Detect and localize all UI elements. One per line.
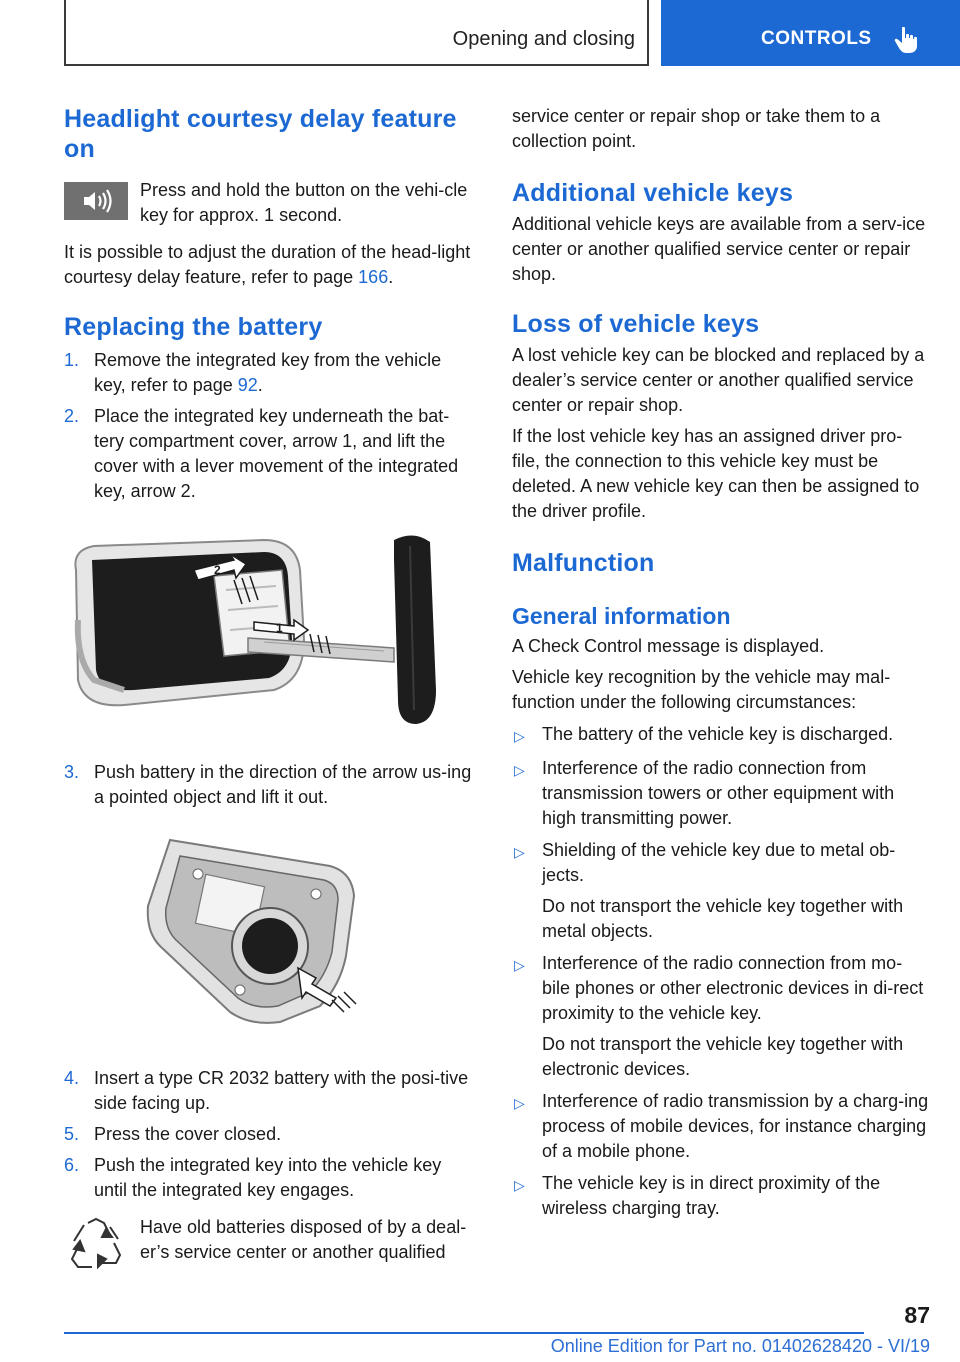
heading-malfunction: Malfunction bbox=[512, 549, 655, 577]
list-item bbox=[512, 722, 930, 749]
bullet-text: Interference of the radio connection from mo-bile phones or other electronic devices in di-rect proximity to the vehicle key. bbox=[542, 953, 924, 1023]
edition-text: Online Edition for Part no. 01402628420 - VI/19 bbox=[550, 1336, 930, 1356]
arrow-1-label: 1 bbox=[276, 621, 283, 635]
triangle-bullet-icon: ▷ bbox=[514, 728, 525, 744]
step-number: 2. bbox=[64, 406, 80, 426]
right-column bbox=[512, 104, 930, 1221]
hand-pointer-icon bbox=[894, 26, 920, 54]
list-item bbox=[64, 404, 476, 504]
chapter-tab bbox=[661, 0, 960, 66]
list-item bbox=[512, 1171, 930, 1221]
key-removal-figure bbox=[64, 530, 476, 730]
courtesy-instruction-text: Press and hold the button on the vehi-cle key for approx. 1 second. bbox=[140, 180, 468, 225]
bullet-text: The battery of the vehicle key is discharged. bbox=[542, 724, 894, 744]
courtesy-adjust-text bbox=[64, 240, 476, 290]
list-item bbox=[64, 1153, 476, 1203]
list-item bbox=[512, 951, 930, 1026]
list-item bbox=[64, 1066, 476, 1116]
heading-replacing-battery: Replacing the battery bbox=[64, 313, 323, 341]
list-item bbox=[512, 756, 930, 831]
heading-general-information: General information bbox=[512, 603, 731, 629]
heading-additional-keys: Additional vehicle keys bbox=[512, 179, 794, 207]
recycle-note-text: Have old batteries disposed of by a deal-er’s service center or another qualified bbox=[140, 1217, 467, 1262]
recycle-icon bbox=[64, 1215, 128, 1275]
loss-keys-text-2: If the lost vehicle key has an assigned driver pro-file, the connection to this vehicle key must be deleted. A new vehicle key can then be assigned to the driver profile. bbox=[512, 426, 920, 521]
loss-keys-text-1: A lost vehicle key can be blocked and replaced by a dealer’s service center or another qualified service center or repair shop. bbox=[512, 345, 925, 415]
general-info-text-1: A Check Control message is displayed. bbox=[512, 636, 825, 656]
section-tab bbox=[64, 0, 649, 66]
step-text bbox=[94, 348, 476, 398]
triangle-bullet-icon: ▷ bbox=[514, 762, 525, 778]
step-text: Push the integrated key into the vehicle key until the integrated key engages. bbox=[94, 1155, 442, 1200]
step-text: Place the integrated key underneath the bat-tery compartment cover, arrow 1, and lift the cover with a lever movement of the integrated key, arrow 2. bbox=[94, 406, 459, 501]
step-number: 6. bbox=[64, 1155, 80, 1175]
bullet-text: Interference of radio transmission by a charg-ing process of mobile devices, for instance charging of a mobile phone. bbox=[542, 1091, 929, 1161]
battery-removal-figure bbox=[140, 836, 360, 1026]
page-header bbox=[64, 0, 960, 66]
heading-loss-of-keys: Loss of vehicle keys bbox=[512, 310, 760, 338]
chapter-title: CONTROLS bbox=[761, 28, 872, 49]
courtesy-adjust-body: It is possible to adjust the duration of the head-light courtesy delay feature, refer to page bbox=[64, 242, 471, 287]
step-body: Remove the integrated key from the vehicle key, refer to page bbox=[94, 350, 442, 395]
list-item bbox=[64, 1122, 476, 1147]
bullet-text: Shielding of the vehicle key due to metal ob-jects. bbox=[542, 840, 896, 885]
step-text: Insert a type CR 2032 battery with the posi-tive side facing up. bbox=[94, 1068, 469, 1113]
page-footer bbox=[64, 1302, 930, 1362]
list-item bbox=[64, 348, 476, 398]
step-number: 5. bbox=[64, 1124, 80, 1144]
battery-steps-list-end bbox=[64, 1066, 476, 1203]
key-button-icon bbox=[64, 182, 128, 220]
section-title: Opening and closing bbox=[452, 28, 635, 50]
list-item bbox=[64, 760, 476, 810]
step-number: 1. bbox=[64, 350, 80, 370]
step-text: Push battery in the direction of the arrow us-ing a pointed object and lift it out. bbox=[94, 762, 472, 807]
triangle-bullet-icon: ▷ bbox=[514, 1095, 525, 1111]
courtesy-adjust-end: . bbox=[388, 267, 394, 287]
bullet-text: The vehicle key is in direct proximity of the wireless charging tray. bbox=[542, 1173, 881, 1218]
heading-courtesy-delay: Headlight courtesy delay feature on bbox=[64, 105, 457, 163]
page-number: 87 bbox=[904, 1302, 930, 1328]
triangle-bullet-icon: ▷ bbox=[514, 1177, 525, 1193]
recycle-note-continued: service center or repair shop or take them to a collection point. bbox=[512, 106, 881, 151]
page-link-166[interactable]: 166 bbox=[358, 267, 389, 287]
step-end: . bbox=[257, 375, 263, 395]
list-item bbox=[512, 1089, 930, 1164]
recycle-note bbox=[64, 1215, 476, 1275]
malfunction-causes-list-cont bbox=[512, 951, 930, 1026]
step-number: 3. bbox=[64, 762, 80, 782]
courtesy-instruction bbox=[64, 178, 476, 228]
battery-steps-list-cont bbox=[64, 760, 476, 810]
bullet-text: Interference of the radio connection from transmission towers or other equipment with high transmitting power. bbox=[542, 758, 895, 828]
left-column bbox=[64, 104, 476, 1275]
malfunction-causes-list bbox=[512, 722, 930, 888]
arrow-2-label: 2 bbox=[214, 563, 221, 577]
general-info-text-2: Vehicle key recognition by the vehicle may mal-function under the following circumstances: bbox=[512, 667, 891, 712]
bullet-subnote: Do not transport the vehicle key together with metal objects. bbox=[542, 896, 904, 941]
additional-keys-text: Additional vehicle keys are available from a serv-ice center or another qualified service center or repair shop. bbox=[512, 214, 926, 284]
list-item bbox=[512, 838, 930, 888]
battery-steps-list bbox=[64, 348, 476, 504]
footer-divider bbox=[64, 1332, 864, 1334]
malfunction-causes-list-end bbox=[512, 1089, 930, 1221]
triangle-bullet-icon: ▷ bbox=[514, 844, 525, 860]
step-text: Press the cover closed. bbox=[94, 1124, 282, 1144]
triangle-bullet-icon: ▷ bbox=[514, 957, 525, 973]
bullet-subnote: Do not transport the vehicle key together with electronic devices. bbox=[542, 1034, 904, 1079]
page-link-92[interactable]: 92 bbox=[237, 375, 258, 395]
step-number: 4. bbox=[64, 1068, 80, 1088]
